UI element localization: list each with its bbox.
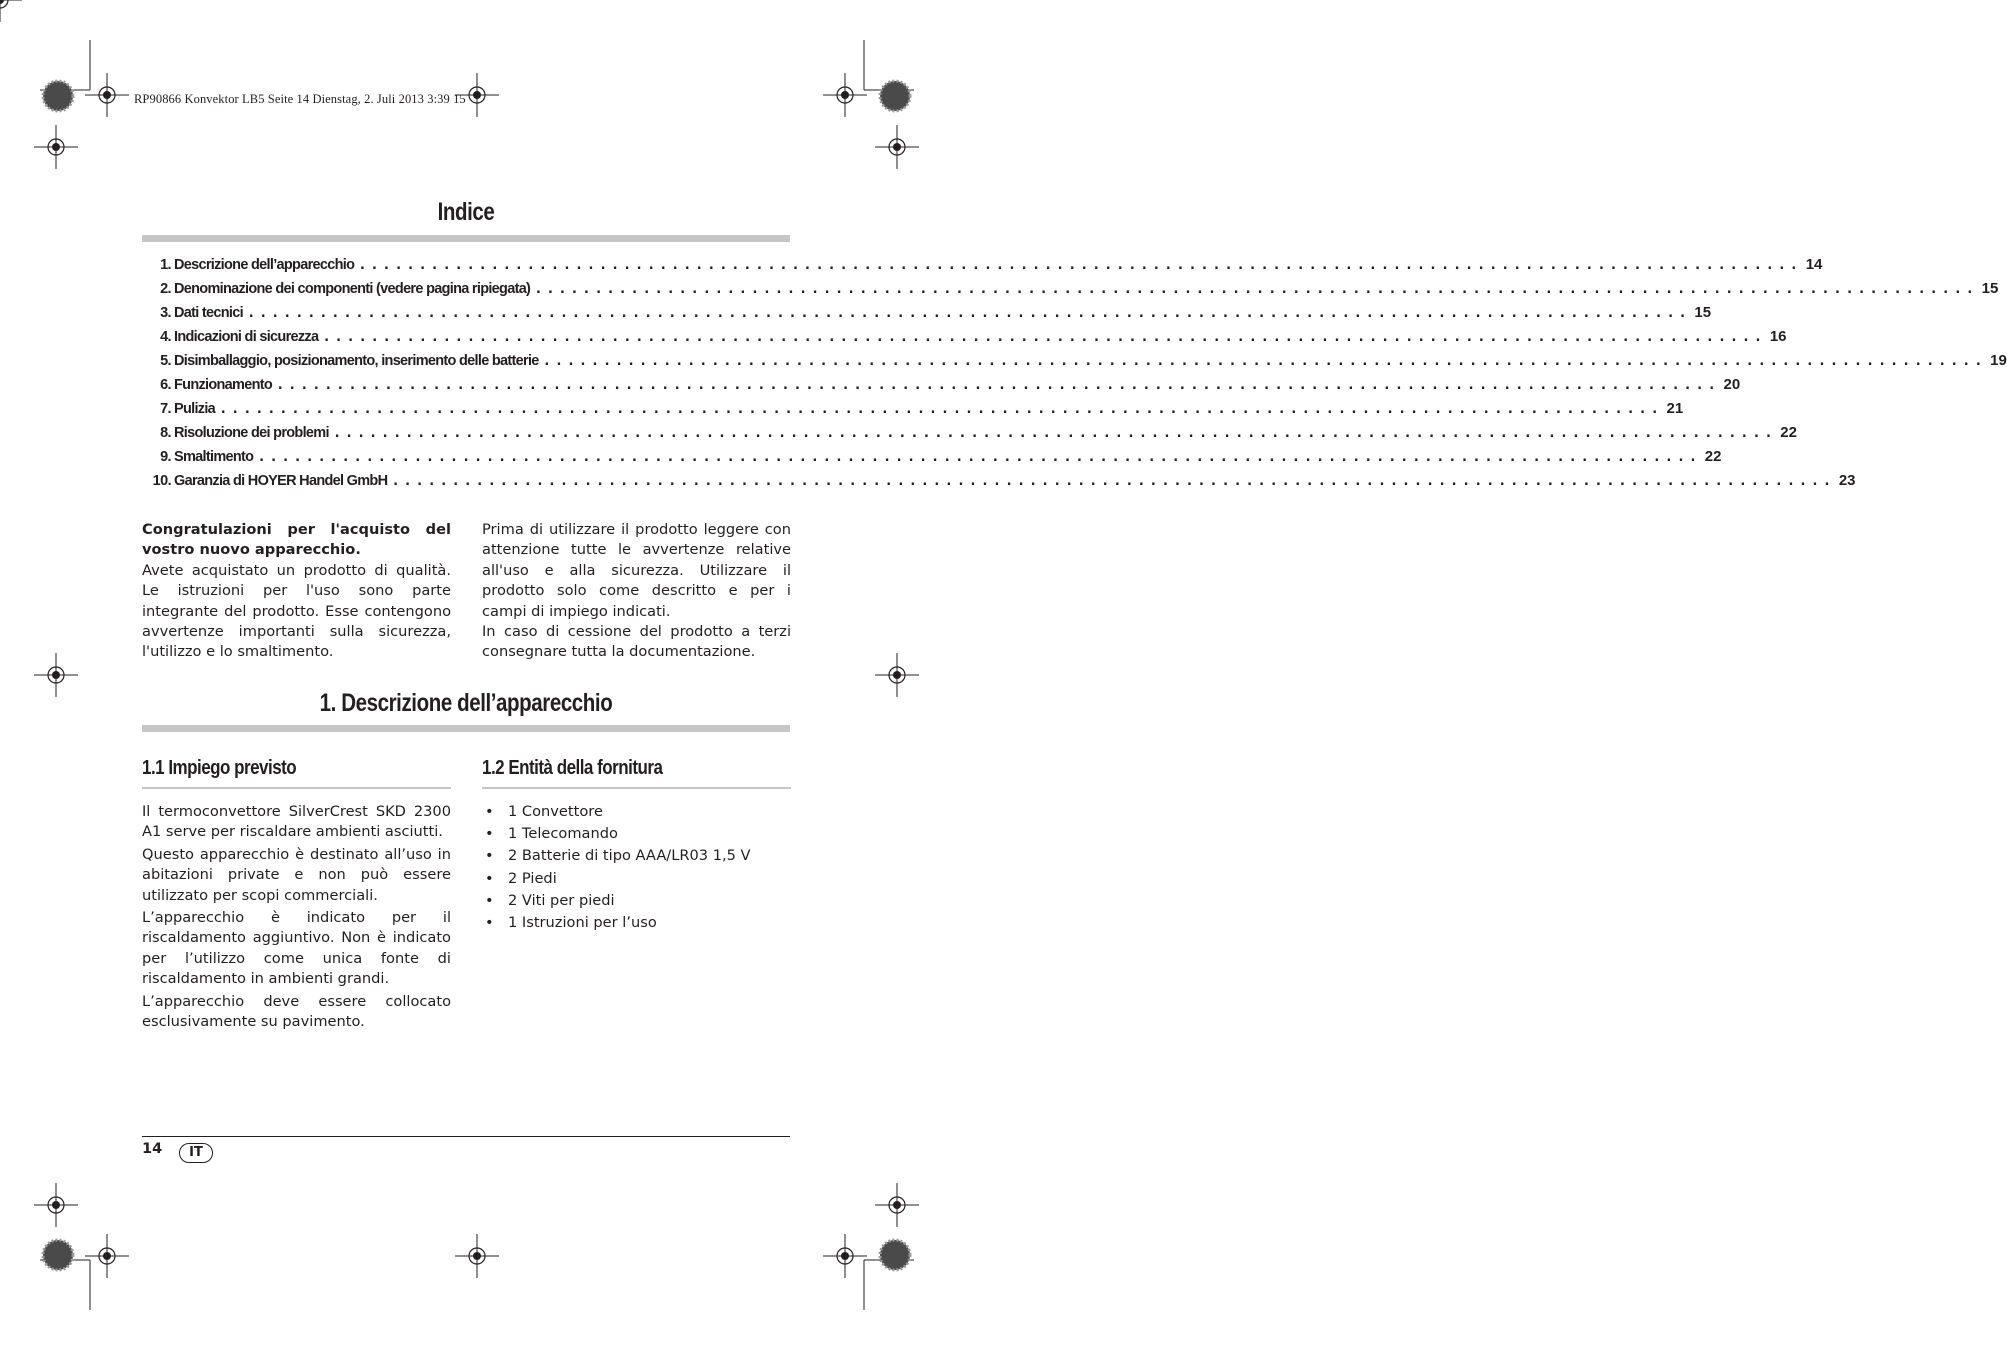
toc-item[interactable] [142,448,1722,468]
toc-item[interactable] [142,280,1999,300]
toc-item-page: 22 [1704,448,1722,465]
toc-leader: ........................................................................................................................ [276,377,1720,393]
toc-item-number: 5. [160,353,171,369]
toc-item-page: 15 [1694,304,1712,321]
sub1-p4: L’apparecchio deve essere collocato esclusivamente su pavimento. [142,992,451,1031]
sub1-p3: L’apparecchio è indicato per il riscaldamento aggiuntivo. Non è indicato per l’utilizzo come unica fonte di riscaldamento in ambienti grandi. [142,909,451,988]
toc-item-title: Indicazioni di sicurezza [174,329,319,345]
sub2-rule [482,787,791,789]
list-item: • 2 Viti per piedi [485,891,615,909]
intro-left-text: Avete acquistato un prodotto di qualità. Le istruzioni per l'uso sono parte integrante del prodotto. Esse contengono avvertenze importanti sulla sicurezza, l'utilizzo e lo smaltimento. [142,561,451,661]
toc-item-number: 6. [160,377,171,393]
toc-item-page: 15 [1981,280,1999,297]
toc-leader: ........................................................................................................................ [322,329,1766,345]
toc-item[interactable] [142,472,1856,492]
toc-leader: ........................................................................................................................ [391,473,1835,489]
toc-item-page: 23 [1838,472,1856,489]
intro-left [142,520,451,663]
print-header: RP90866 Konvektor LB5 Seite 14 Dienstag, 2. Juli 2013 3:39 15 [134,92,466,106]
toc-item-page: 20 [1723,376,1741,393]
toc-leader: ........................................................................................................................ [257,449,1701,465]
toc-item[interactable] [142,304,1712,324]
page-number: 14 [142,1141,163,1157]
toc-item-page: 16 [1769,328,1787,345]
toc-title-bar [142,235,790,242]
section1-title: 1. Descrizione dell’apparecchio [319,689,613,717]
toc-item-page: 19 [1990,352,2007,369]
toc-leader: ........................................................................................................................ [246,305,1691,321]
toc-item[interactable] [142,400,1684,420]
toc-item[interactable] [142,256,1823,276]
intro-right-p2: In caso di cessione del prodotto a terzi consegnare tutta la documentazione. [482,623,791,661]
list-item: • 1 Telecomando [485,825,618,843]
toc-item-title: Risoluzione dei problemi [174,425,329,441]
toc-item[interactable] [142,424,1797,444]
toc-item-title: Funzionamento [174,377,273,393]
list-item: • 1 Istruzioni per l’uso [485,914,657,932]
language-badge: IT [179,1143,213,1163]
toc-item-title: Garanzia di HOYER Handel GmbH [174,473,388,489]
list-item: • 2 Batterie di tipo AAA/LR03 1,5 V [485,847,751,865]
footer-rule [142,1136,790,1137]
intro-heading: Congratulazioni per l'acquisto del vostro nuovo apparecchio. [142,521,451,559]
toc-leader: ........................................................................................................................ [219,401,1663,417]
registration-mark-icon [0,0,22,22]
toc-item-title: Pulizia [174,401,216,417]
toc-item-title: Descrizione dell’apparecchio [174,257,355,273]
toc-item-number: 7. [160,401,171,417]
list-item: • 2 Piedi [485,869,557,887]
sub1-p1: Il termoconvettore SilverCrest SKD 2300 A1 serve per riscaldare ambienti asciutti. [142,803,451,841]
supply-list [482,801,791,934]
toc-item[interactable] [142,376,1741,396]
toc-item[interactable] [142,352,2007,372]
list-item: • 1 Convettore [485,803,603,820]
toc-leader: ........................................................................................................................ [358,257,1802,273]
toc-item-number: 10. [152,473,171,489]
toc-leader: ........................................................................................................................ [542,353,1987,369]
intro-right [482,520,791,663]
toc-title: Indice [437,198,495,226]
toc-item-title: Denominazione dei componenti (vedere pagina ripiegata) [174,281,531,297]
toc-item-number: 8. [160,425,171,441]
toc-item-title: Dati tecnici [174,305,243,321]
toc-item-number: 1. [160,257,171,273]
section1-title-bar [142,725,790,732]
sub1-p2: Questo apparecchio è destinato all’uso in abitazioni private e non può essere utilizzato per scopi commerciali. [142,845,451,904]
sub2-title: 1.2 Entità della fornitura [482,757,663,779]
toc-item-page: 21 [1666,400,1684,417]
toc-leader: ........................................................................................................................ [534,281,1978,297]
toc-item-page: 14 [1805,256,1823,273]
sub1-body [142,802,451,1032]
toc-item-number: 2. [160,281,171,297]
toc-item-number: 4. [160,329,171,345]
toc-item-number: 9. [160,449,171,465]
toc-item[interactable] [142,328,1787,348]
sub1-title: 1.1 Impiego previsto [142,757,297,779]
toc-item-title: Smaltimento [174,449,254,465]
toc-item-title: Disimballaggio, posizionamento, inserimento delle batterie [174,353,539,369]
toc-leader: ........................................................................................................................ [332,425,1777,441]
intro-right-p1: Prima di utilizzare il prodotto leggere con attenzione tutte le avvertenze relative all'uso e alla sicurezza. Utilizzare il prodotto solo come descritto e per i campi di impiego indicati. [482,521,791,620]
toc-item-page: 22 [1780,424,1797,441]
sub1-rule [142,787,451,789]
toc-item-number: 3. [160,305,171,321]
